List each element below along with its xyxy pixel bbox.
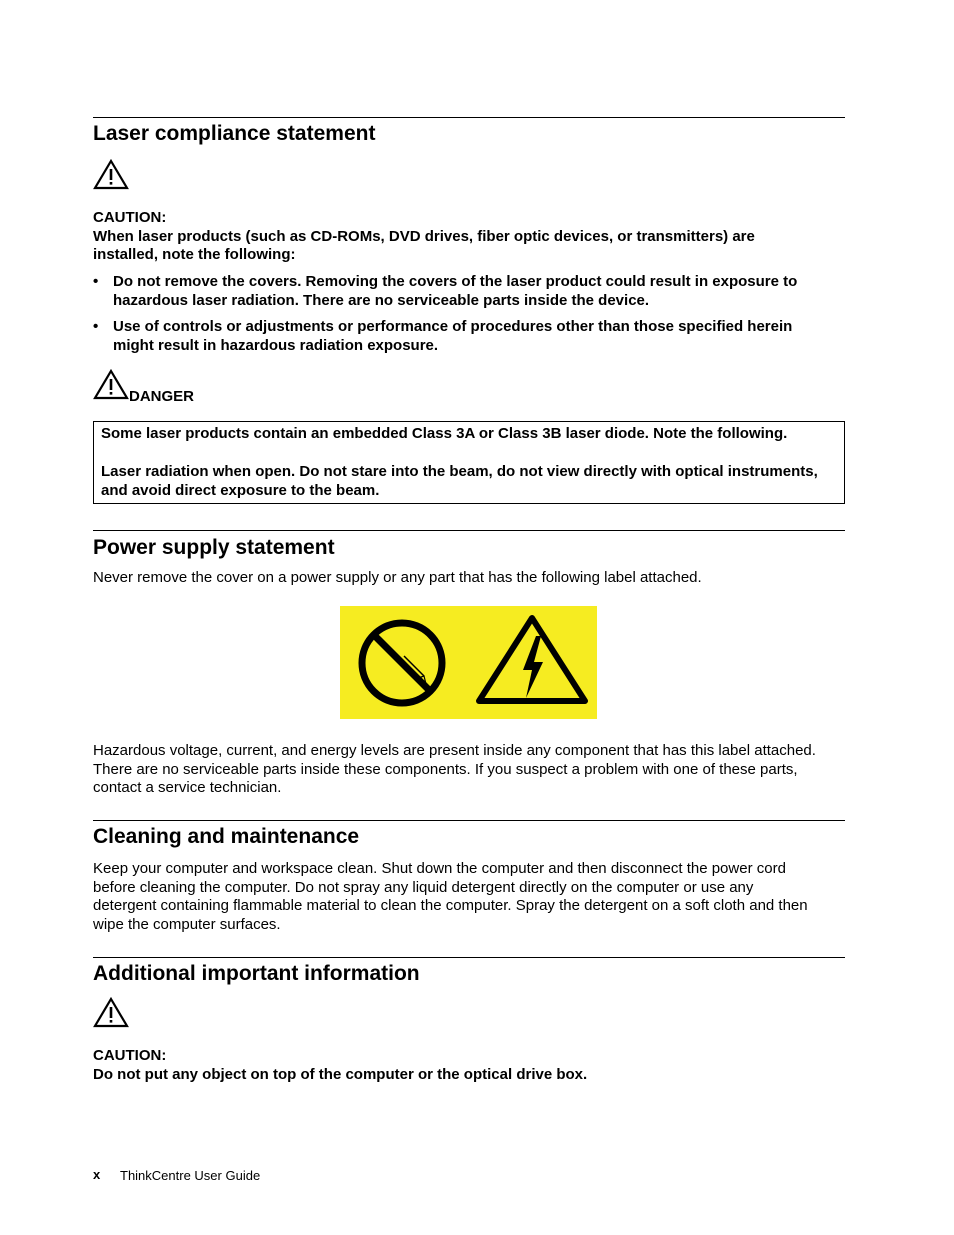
danger-line-1: Some laser products contain an embedded Class 3A or Class 3B laser diode. Note the following. [101,425,788,442]
list-item: • Do not remove the covers. Removing the covers of the laser product could result in exposure to hazardous laser radiation. There are no serviceable parts inside the device. [93,273,828,310]
page-number: x [93,1167,101,1182]
caution-intro: When laser products (such as CD-ROMs, DVD drives, fiber optic devices, or transmitters) are installed, note the following: [93,227,755,263]
section-divider [93,820,845,821]
document-title: ThinkCentre User Guide [120,1168,261,1183]
caution-text: Do not put any object on top of the computer or the optical drive box. [93,1065,588,1083]
no-tools-icon [362,623,442,703]
power-intro: Never remove the cover on a power supply or any part that has the following label attached. [93,569,702,586]
danger-label: DANGER [129,388,195,405]
cleaning-body: Keep your computer and workspace clean. Shut down the computer and then disconnect the power cord before cleaning the computer. Do not spray any liquid detergent directly on the computer or use any detergent containing flammable material to clean the computer. Spray the detergent on a soft cloth and then wipe the computer surfaces. [93,860,808,933]
section-title-laser: Laser compliance statement [93,122,376,145]
hazard-label-graphic [340,606,597,719]
danger-line-2: Laser radiation when open. Do not stare into the beam, do not view directly with optical instruments, and avoid direct exposure to the beam. [101,463,818,499]
hazard-label-image [340,606,597,719]
caution-label: CAUTION: [93,1047,167,1064]
high-voltage-icon [479,618,585,701]
power-body: Hazardous voltage, current, and energy levels are present inside any component that has this label attached. There are no serviceable parts inside these components. If you suspect a problem with one of these parts, contact a service technician. [93,742,816,796]
laser-caution [93,209,845,265]
section-title-additional: Additional important information [93,962,420,985]
laser-bullet-list [93,273,845,363]
warning-triangle-icon [93,997,129,1028]
list-item: • Use of controls or adjustments or performance of procedures other than those specified herein might result in hazardous radiation exposure. [93,318,828,355]
warning-triangle-icon [93,159,129,190]
additional-caution [93,1047,845,1084]
section-title-cleaning: Cleaning and maintenance [93,825,360,848]
section-divider [93,117,845,118]
section-divider [93,530,845,531]
warning-triangle-icon [93,369,129,400]
danger-notice-box [93,421,845,504]
section-title-power: Power supply statement [93,536,335,559]
caution-label: CAUTION: [93,209,167,226]
section-divider [93,957,845,958]
